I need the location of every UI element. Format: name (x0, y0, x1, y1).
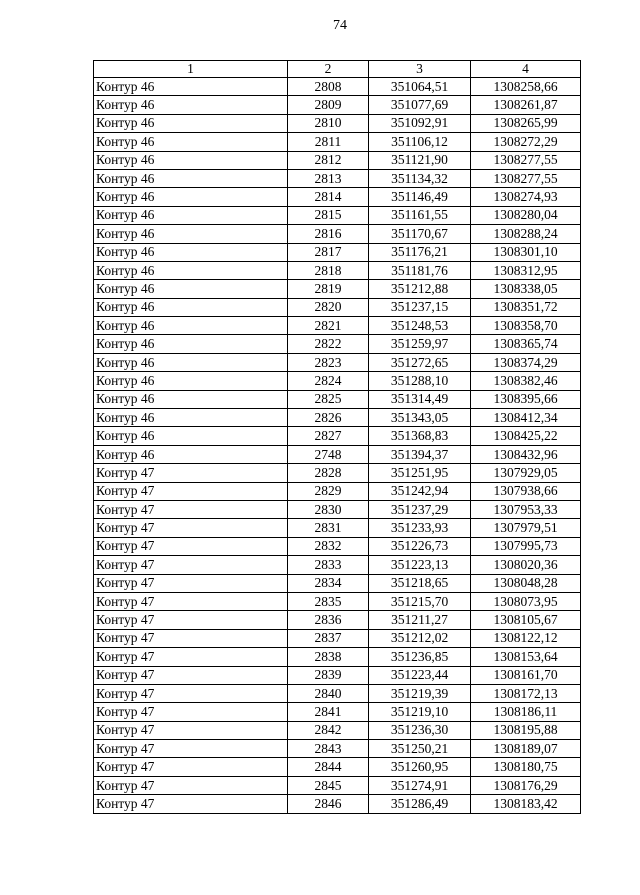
table-row (94, 151, 581, 169)
column-header-2: 2 (288, 61, 369, 78)
x-coordinate-cell: 351170,67 (369, 225, 471, 243)
contour-name-cell: Контур 47 (94, 776, 288, 794)
x-coordinate-cell: 351161,55 (369, 206, 471, 224)
x-coordinate-cell: 351237,29 (369, 500, 471, 518)
contour-name-cell: Контур 47 (94, 740, 288, 758)
table-row (94, 574, 581, 592)
x-coordinate-cell: 351233,93 (369, 519, 471, 537)
point-number-cell: 2818 (288, 261, 369, 279)
x-coordinate-cell: 351343,05 (369, 409, 471, 427)
x-coordinate-cell: 351223,44 (369, 666, 471, 684)
contour-name-cell: Контур 46 (94, 372, 288, 390)
table-row (94, 298, 581, 316)
y-coordinate-cell: 1308073,95 (471, 592, 581, 610)
y-coordinate-cell: 1308272,29 (471, 133, 581, 151)
table-row (94, 537, 581, 555)
x-coordinate-cell: 351250,21 (369, 740, 471, 758)
y-coordinate-cell: 1308189,07 (471, 740, 581, 758)
table-row (94, 225, 581, 243)
table-row (94, 611, 581, 629)
y-coordinate-cell: 1308122,12 (471, 629, 581, 647)
x-coordinate-cell: 351242,94 (369, 482, 471, 500)
y-coordinate-cell: 1308105,67 (471, 611, 581, 629)
contour-name-cell: Контур 47 (94, 556, 288, 574)
table-row (94, 519, 581, 537)
point-number-cell: 2815 (288, 206, 369, 224)
y-coordinate-cell: 1308180,75 (471, 758, 581, 776)
x-coordinate-cell: 351064,51 (369, 78, 471, 96)
x-coordinate-cell: 351215,70 (369, 592, 471, 610)
coordinates-table (93, 60, 581, 814)
y-coordinate-cell: 1307979,51 (471, 519, 581, 537)
point-number-cell: 2821 (288, 317, 369, 335)
y-coordinate-cell: 1307929,05 (471, 464, 581, 482)
table-row (94, 666, 581, 684)
table-row (94, 280, 581, 298)
point-number-cell: 2817 (288, 243, 369, 261)
contour-name-cell: Контур 46 (94, 353, 288, 371)
y-coordinate-cell: 1308195,88 (471, 721, 581, 739)
x-coordinate-cell: 351251,95 (369, 464, 471, 482)
point-number-cell: 2810 (288, 114, 369, 132)
y-coordinate-cell: 1308277,55 (471, 169, 581, 187)
y-coordinate-cell: 1308288,24 (471, 225, 581, 243)
table-row (94, 648, 581, 666)
table-row (94, 629, 581, 647)
y-coordinate-cell: 1308425,22 (471, 427, 581, 445)
x-coordinate-cell: 351218,65 (369, 574, 471, 592)
y-coordinate-cell: 1308412,34 (471, 409, 581, 427)
contour-name-cell: Контур 47 (94, 500, 288, 518)
table-row (94, 78, 581, 96)
point-number-cell: 2826 (288, 409, 369, 427)
x-coordinate-cell: 351236,85 (369, 648, 471, 666)
table-row (94, 261, 581, 279)
contour-name-cell: Контур 47 (94, 721, 288, 739)
x-coordinate-cell: 351274,91 (369, 776, 471, 794)
point-number-cell: 2841 (288, 703, 369, 721)
contour-name-cell: Контур 46 (94, 78, 288, 96)
x-coordinate-cell: 351368,83 (369, 427, 471, 445)
table-row (94, 592, 581, 610)
point-number-cell: 2846 (288, 795, 369, 813)
x-coordinate-cell: 351077,69 (369, 96, 471, 114)
y-coordinate-cell: 1308382,46 (471, 372, 581, 390)
point-number-cell: 2834 (288, 574, 369, 592)
x-coordinate-cell: 351223,13 (369, 556, 471, 574)
x-coordinate-cell: 351226,73 (369, 537, 471, 555)
table-row (94, 243, 581, 261)
y-coordinate-cell: 1308274,93 (471, 188, 581, 206)
y-coordinate-cell: 1308374,29 (471, 353, 581, 371)
point-number-cell: 2832 (288, 537, 369, 555)
contour-name-cell: Контур 47 (94, 574, 288, 592)
point-number-cell: 2825 (288, 390, 369, 408)
table-row (94, 390, 581, 408)
point-number-cell: 2809 (288, 96, 369, 114)
point-number-cell: 2845 (288, 776, 369, 794)
point-number-cell: 2844 (288, 758, 369, 776)
table-row (94, 114, 581, 132)
y-coordinate-cell: 1308358,70 (471, 317, 581, 335)
contour-name-cell: Контур 47 (94, 611, 288, 629)
x-coordinate-cell: 351211,27 (369, 611, 471, 629)
contour-name-cell: Контур 46 (94, 298, 288, 316)
contour-name-cell: Контур 47 (94, 684, 288, 702)
x-coordinate-cell: 351121,90 (369, 151, 471, 169)
contour-name-cell: Контур 46 (94, 225, 288, 243)
x-coordinate-cell: 351248,53 (369, 317, 471, 335)
table-row (94, 188, 581, 206)
contour-name-cell: Контур 46 (94, 151, 288, 169)
point-number-cell: 2831 (288, 519, 369, 537)
contour-name-cell: Контур 47 (94, 482, 288, 500)
point-number-cell: 2816 (288, 225, 369, 243)
y-coordinate-cell: 1308172,13 (471, 684, 581, 702)
y-coordinate-cell: 1308280,04 (471, 206, 581, 224)
contour-name-cell: Контур 47 (94, 703, 288, 721)
table-row (94, 335, 581, 353)
point-number-cell: 2814 (288, 188, 369, 206)
contour-name-cell: Контур 47 (94, 758, 288, 776)
table-row (94, 409, 581, 427)
contour-name-cell: Контур 47 (94, 629, 288, 647)
x-coordinate-cell: 351236,30 (369, 721, 471, 739)
y-coordinate-cell: 1308048,28 (471, 574, 581, 592)
point-number-cell: 2836 (288, 611, 369, 629)
table-row (94, 353, 581, 371)
x-coordinate-cell: 351286,49 (369, 795, 471, 813)
point-number-cell: 2830 (288, 500, 369, 518)
y-coordinate-cell: 1308161,70 (471, 666, 581, 684)
y-coordinate-cell: 1308186,11 (471, 703, 581, 721)
y-coordinate-cell: 1308153,64 (471, 648, 581, 666)
table-row (94, 795, 581, 813)
x-coordinate-cell: 351237,15 (369, 298, 471, 316)
table-row (94, 500, 581, 518)
y-coordinate-cell: 1308176,29 (471, 776, 581, 794)
table-row (94, 740, 581, 758)
y-coordinate-cell: 1308261,87 (471, 96, 581, 114)
y-coordinate-cell: 1308020,36 (471, 556, 581, 574)
contour-name-cell: Контур 47 (94, 592, 288, 610)
contour-name-cell: Контур 47 (94, 795, 288, 813)
contour-name-cell: Контур 46 (94, 114, 288, 132)
point-number-cell: 2829 (288, 482, 369, 500)
x-coordinate-cell: 351394,37 (369, 445, 471, 463)
table-row (94, 464, 581, 482)
y-coordinate-cell: 1308312,95 (471, 261, 581, 279)
point-number-cell: 2812 (288, 151, 369, 169)
table-row (94, 482, 581, 500)
point-number-cell: 2833 (288, 556, 369, 574)
point-number-cell: 2838 (288, 648, 369, 666)
point-number-cell: 2840 (288, 684, 369, 702)
y-coordinate-cell: 1308301,10 (471, 243, 581, 261)
x-coordinate-cell: 351219,10 (369, 703, 471, 721)
point-number-cell: 2813 (288, 169, 369, 187)
contour-name-cell: Контур 46 (94, 335, 288, 353)
table-row (94, 684, 581, 702)
contour-name-cell: Контур 47 (94, 464, 288, 482)
x-coordinate-cell: 351259,97 (369, 335, 471, 353)
y-coordinate-cell: 1308338,05 (471, 280, 581, 298)
y-coordinate-cell: 1308183,42 (471, 795, 581, 813)
point-number-cell: 2835 (288, 592, 369, 610)
table-body (94, 78, 581, 814)
contour-name-cell: Контур 47 (94, 537, 288, 555)
y-coordinate-cell: 1308395,66 (471, 390, 581, 408)
table-row (94, 758, 581, 776)
column-header-3: 3 (369, 61, 471, 78)
x-coordinate-cell: 351272,65 (369, 353, 471, 371)
point-number-cell: 2808 (288, 78, 369, 96)
table-row (94, 703, 581, 721)
point-number-cell: 2819 (288, 280, 369, 298)
x-coordinate-cell: 351176,21 (369, 243, 471, 261)
contour-name-cell: Контур 46 (94, 261, 288, 279)
point-number-cell: 2839 (288, 666, 369, 684)
contour-name-cell: Контур 46 (94, 445, 288, 463)
x-coordinate-cell: 351146,49 (369, 188, 471, 206)
y-coordinate-cell: 1308432,96 (471, 445, 581, 463)
x-coordinate-cell: 351181,76 (369, 261, 471, 279)
column-header-1: 1 (94, 61, 288, 78)
point-number-cell: 2837 (288, 629, 369, 647)
table-row (94, 317, 581, 335)
table-row (94, 776, 581, 794)
contour-name-cell: Контур 47 (94, 648, 288, 666)
table-row (94, 427, 581, 445)
x-coordinate-cell: 351314,49 (369, 390, 471, 408)
x-coordinate-cell: 351219,39 (369, 684, 471, 702)
point-number-cell: 2748 (288, 445, 369, 463)
contour-name-cell: Контур 46 (94, 133, 288, 151)
point-number-cell: 2843 (288, 740, 369, 758)
contour-name-cell: Контур 46 (94, 169, 288, 187)
contour-name-cell: Контур 46 (94, 280, 288, 298)
contour-name-cell: Контур 47 (94, 519, 288, 537)
x-coordinate-cell: 351134,32 (369, 169, 471, 187)
y-coordinate-cell: 1307953,33 (471, 500, 581, 518)
table-row (94, 169, 581, 187)
point-number-cell: 2811 (288, 133, 369, 151)
x-coordinate-cell: 351106,12 (369, 133, 471, 151)
table-row (94, 206, 581, 224)
x-coordinate-cell: 351212,88 (369, 280, 471, 298)
y-coordinate-cell: 1308365,74 (471, 335, 581, 353)
table-row (94, 96, 581, 114)
contour-name-cell: Контур 46 (94, 409, 288, 427)
table-row (94, 372, 581, 390)
table-header-row (94, 61, 581, 78)
contour-name-cell: Контур 46 (94, 427, 288, 445)
point-number-cell: 2820 (288, 298, 369, 316)
x-coordinate-cell: 351092,91 (369, 114, 471, 132)
contour-name-cell: Контур 46 (94, 390, 288, 408)
point-number-cell: 2842 (288, 721, 369, 739)
y-coordinate-cell: 1308258,66 (471, 78, 581, 96)
x-coordinate-cell: 351288,10 (369, 372, 471, 390)
table-row (94, 556, 581, 574)
table-row (94, 445, 581, 463)
page-number: 74 (333, 18, 347, 33)
point-number-cell: 2824 (288, 372, 369, 390)
x-coordinate-cell: 351212,02 (369, 629, 471, 647)
contour-name-cell: Контур 46 (94, 317, 288, 335)
y-coordinate-cell: 1308265,99 (471, 114, 581, 132)
contour-name-cell: Контур 46 (94, 96, 288, 114)
point-number-cell: 2827 (288, 427, 369, 445)
point-number-cell: 2823 (288, 353, 369, 371)
y-coordinate-cell: 1308351,72 (471, 298, 581, 316)
contour-name-cell: Контур 46 (94, 243, 288, 261)
y-coordinate-cell: 1307995,73 (471, 537, 581, 555)
contour-name-cell: Контур 46 (94, 206, 288, 224)
contour-name-cell: Контур 47 (94, 666, 288, 684)
contour-name-cell: Контур 46 (94, 188, 288, 206)
y-coordinate-cell: 1307938,66 (471, 482, 581, 500)
y-coordinate-cell: 1308277,55 (471, 151, 581, 169)
column-header-4: 4 (471, 61, 581, 78)
table-row (94, 133, 581, 151)
x-coordinate-cell: 351260,95 (369, 758, 471, 776)
point-number-cell: 2828 (288, 464, 369, 482)
table-row (94, 721, 581, 739)
point-number-cell: 2822 (288, 335, 369, 353)
